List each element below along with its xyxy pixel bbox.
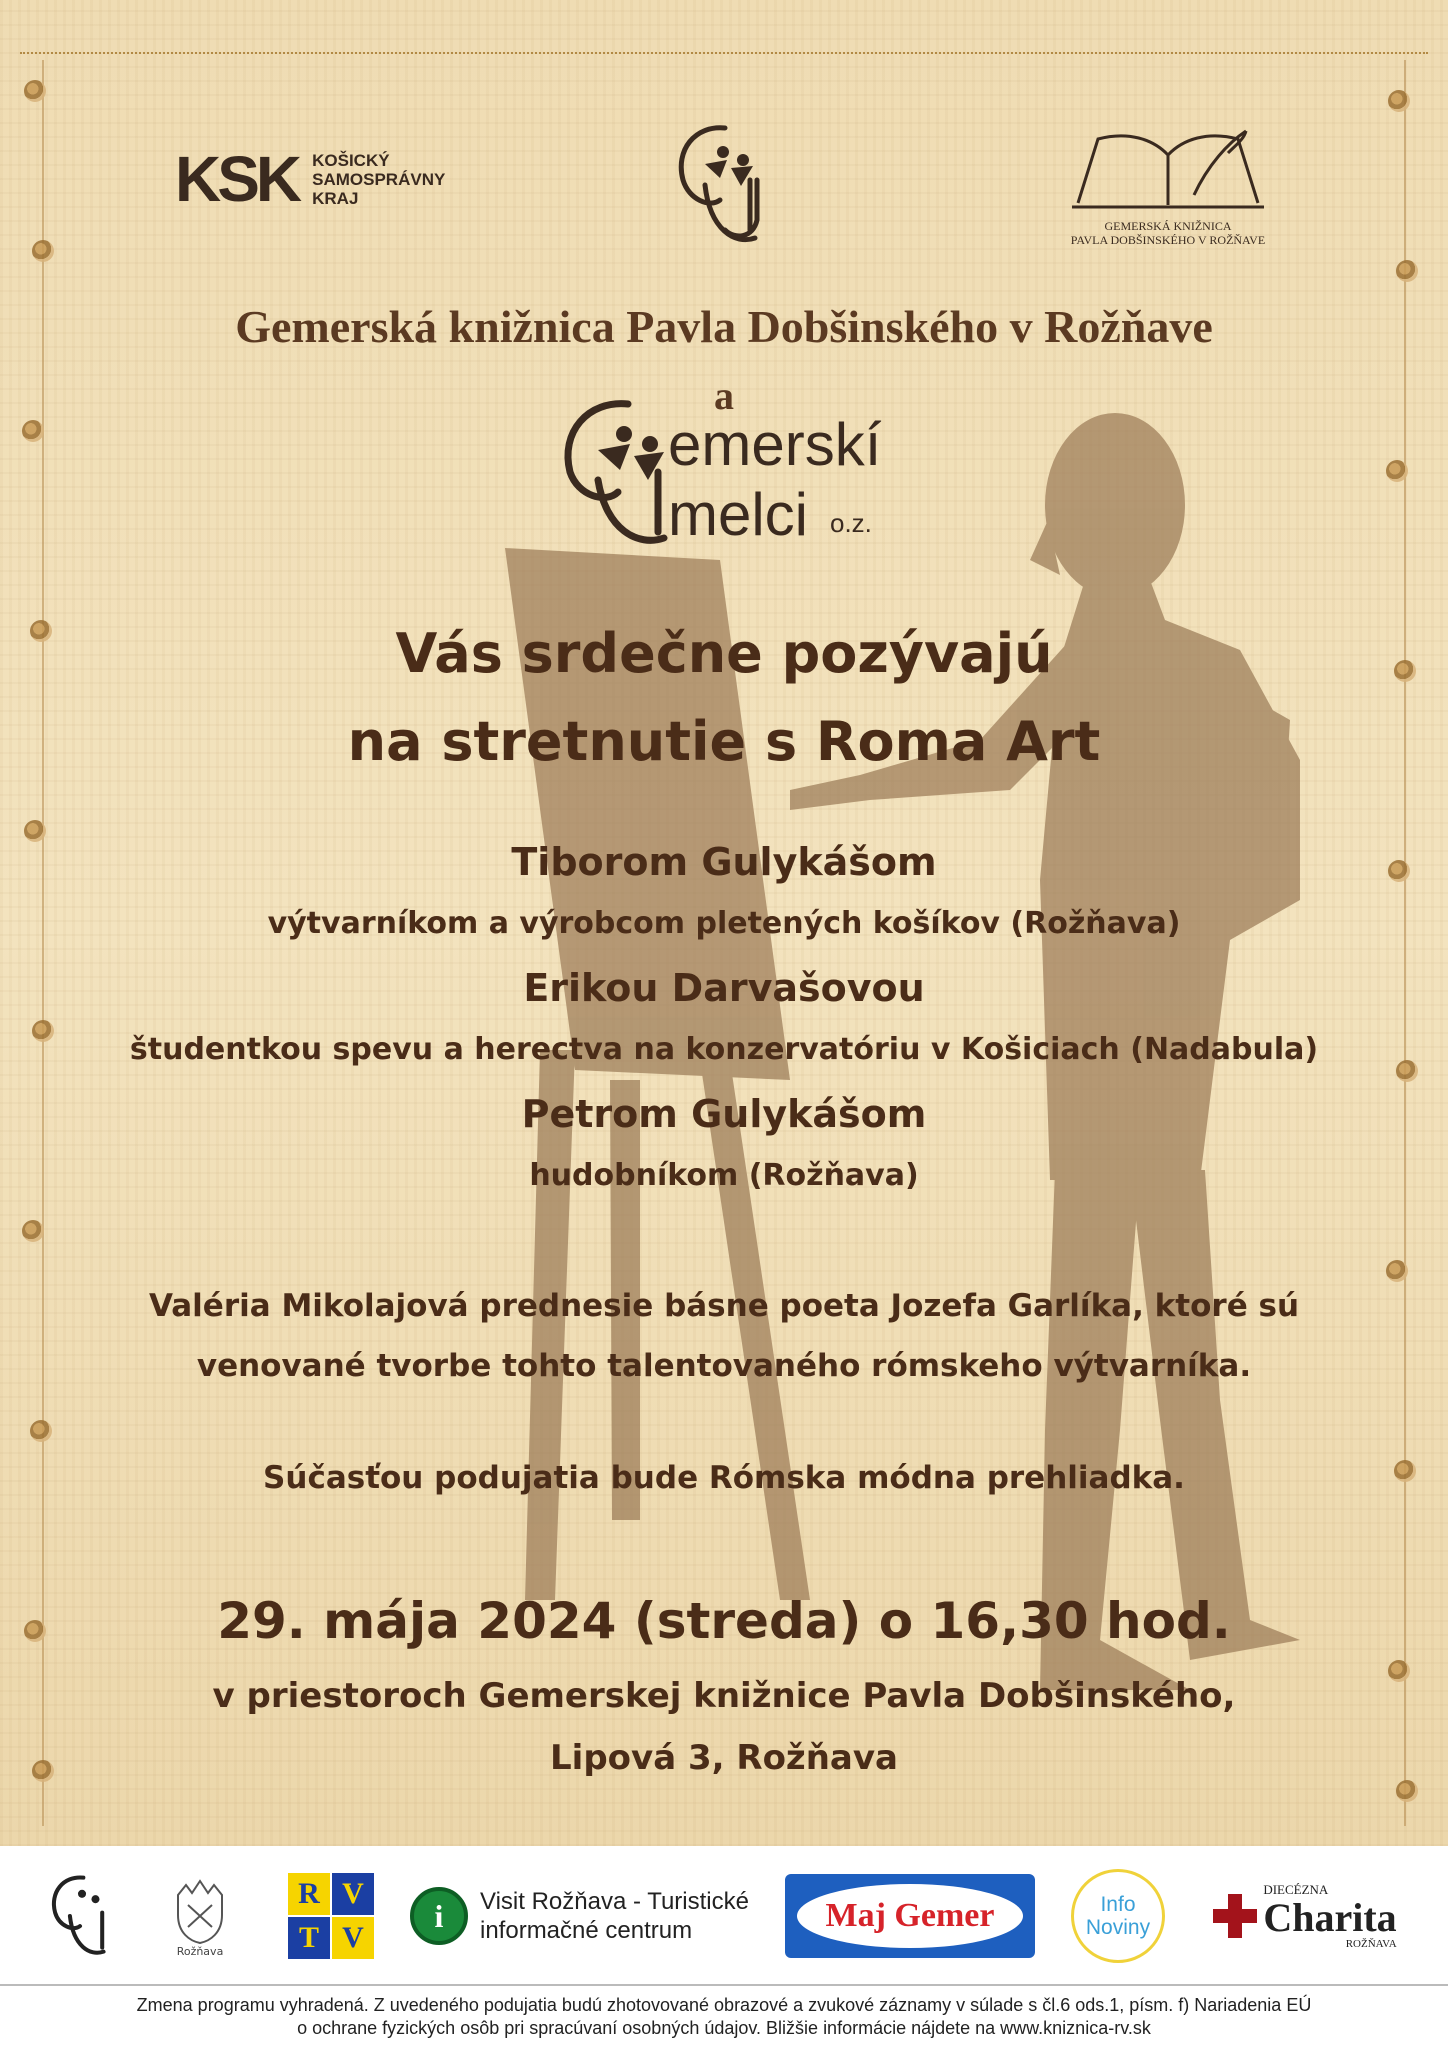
event-datetime: 29. mája 2024 (streda) o 16,30 hod. bbox=[217, 1592, 1231, 1650]
guest-name-1: Tiborom Gulykášom bbox=[511, 840, 937, 884]
gemerski-umelci-wordmark bbox=[548, 392, 908, 552]
program-line-2: venované tvorbe tohto talentovaného rómskeho výtvarníka. bbox=[196, 1348, 1252, 1384]
program-line-3: Súčasťou podujatia bude Rómska módna prehliadka. bbox=[263, 1460, 1185, 1496]
gemerski-umelci-emblem-icon bbox=[548, 392, 688, 552]
rvtv-logo: R V T V bbox=[286, 1866, 376, 1966]
library-logo: GEMERSKÁ KNIŽNICA PAVLA DOBŠINSKÉHO V ROŽŇAVE bbox=[1068, 125, 1268, 255]
oz-suffix: o.z. bbox=[830, 508, 872, 538]
guest-name-3: Petrom Gulykášom bbox=[521, 1092, 927, 1136]
ksk-logo bbox=[175, 142, 445, 216]
guest-role-1: výtvarníkom a výrobcom pletených košíkov (Rožňava) bbox=[267, 906, 1181, 941]
footer-disclaimer bbox=[0, 1986, 1448, 2048]
invitation-line-2: na stretnutie s Roma Art bbox=[347, 710, 1101, 773]
organizer-title: Gemerská knižnica Pavla Dobšinského v Rožňave bbox=[235, 301, 1213, 352]
info-noviny-logo: Info Noviny bbox=[1068, 1866, 1168, 1966]
gemerski-umelci-logo-icon bbox=[665, 120, 775, 250]
event-venue-line-2: Lipová 3, Rožňava bbox=[550, 1738, 898, 1778]
info-circle-icon: i bbox=[410, 1887, 468, 1945]
conjunction-text: a bbox=[714, 373, 734, 418]
roznava-label: Rožňava bbox=[176, 1944, 224, 1958]
event-venue-line-1: v priestoroch Gemerskej knižnice Pavla Dobšinského, bbox=[212, 1676, 1236, 1716]
visit-roznava-line-2: informačné centrum bbox=[480, 1917, 693, 1944]
roznava-crest-icon bbox=[172, 1875, 228, 1945]
maj-gemer-logo: Maj Gemer bbox=[780, 1866, 1040, 1966]
open-book-quill-icon bbox=[1068, 125, 1268, 215]
visit-roznava-line-1: Visit Rožňava - Turistické bbox=[480, 1888, 749, 1915]
invitation-line-1: Vás srdečne pozývajú bbox=[395, 622, 1053, 685]
dieceza-charita-logo: DIECÉZNA Charita ROŽŇAVA bbox=[1195, 1866, 1415, 1966]
ksk-logo-mark: KSK bbox=[175, 143, 299, 215]
program-line-1: Valéria Mikolajová prednesie básne poeta Jozefa Garlíka, ktoré sú bbox=[148, 1288, 1300, 1324]
gemerski-umelci-small-logo bbox=[40, 1866, 120, 1966]
footer-line-2: o ochrane fyzických osôb pri spracúvaní osobných údajov. Bližšie informácie nájdete na www.kniznica-rv.sk bbox=[297, 2018, 1151, 2038]
footer-line-1: Zmena programu vyhradená. Z uvedeného podujatia budú zhotovované obrazové a zvukové záznamy v súlade s čl.6 ods.1, písm. f) Nariadenia EÚ bbox=[136, 1995, 1312, 2015]
roznava-coat-of-arms bbox=[165, 1866, 235, 1966]
guest-role-2: študentkou spevu a herectva na konzervatóriu v Košiciach (Nadabula) bbox=[129, 1032, 1319, 1067]
partner-logos-strip bbox=[0, 1846, 1448, 1986]
gemerski-wordmark-line1: emerskí bbox=[668, 411, 882, 478]
gemerski-umelci-small-icon bbox=[43, 1871, 117, 1961]
visit-roznava-logo bbox=[410, 1866, 770, 1966]
guest-name-2: Erikou Darvašovou bbox=[523, 966, 925, 1010]
sponsor-logo-row bbox=[0, 120, 1448, 250]
umelci-wordmark-line2: melci bbox=[668, 481, 809, 548]
guest-role-3: hudobníkom (Rožňava) bbox=[529, 1158, 919, 1193]
ksk-logo-text: KOŠICKÝ SAMOSPRÁVNY KRAJ bbox=[312, 150, 446, 208]
charita-cross-icon bbox=[1213, 1894, 1257, 1938]
